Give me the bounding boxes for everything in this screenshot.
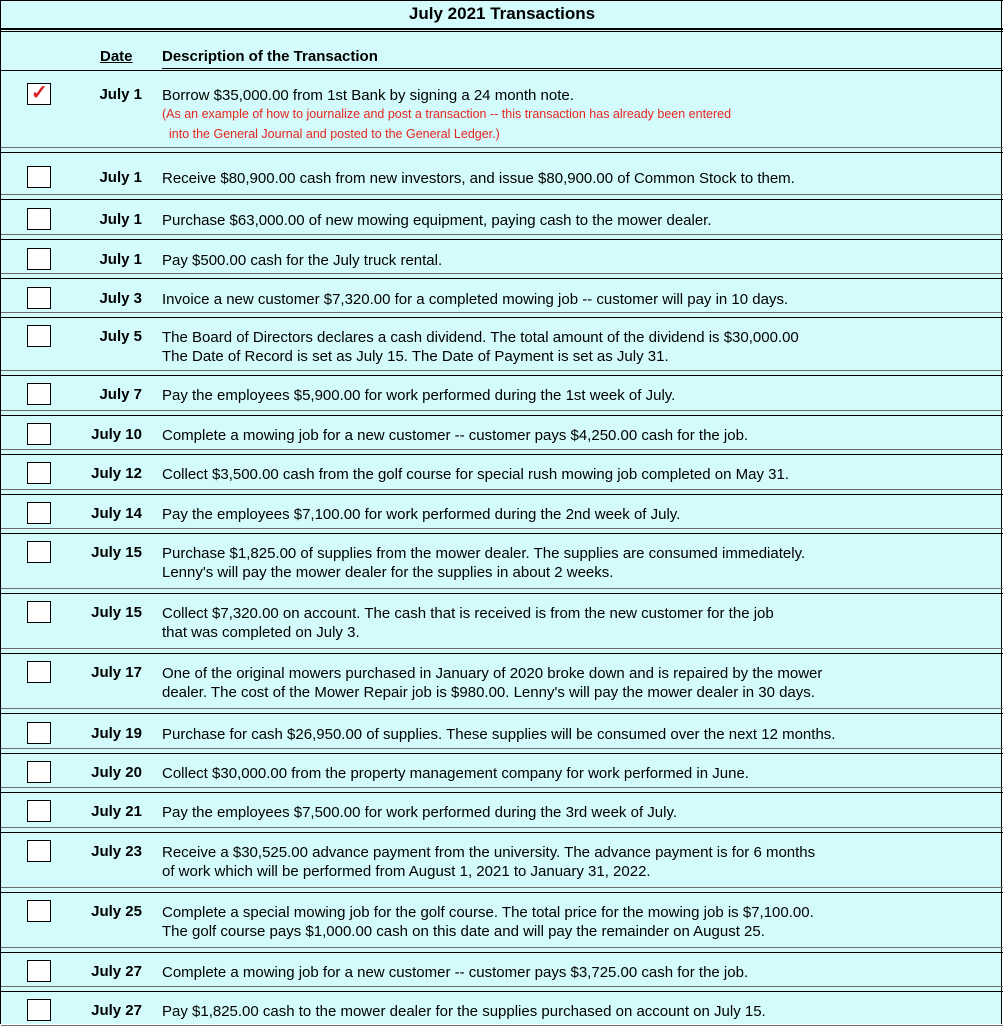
row-separator bbox=[1, 152, 1003, 153]
transaction-date: July 23 bbox=[91, 843, 142, 860]
header-underline bbox=[162, 68, 1002, 69]
row-separator bbox=[1, 239, 1003, 240]
transaction-date: July 25 bbox=[91, 903, 142, 920]
transaction-description: Complete a special mowing job for the golf course. The total price for the mowing job is $7,100.00. bbox=[162, 904, 814, 921]
example-note: into the General Journal and posted to the General Ledger.) bbox=[169, 127, 500, 141]
row-underline bbox=[1, 410, 1003, 411]
description-column-header: Description of the Transaction bbox=[162, 48, 378, 65]
example-note: (As an example of how to journalize and post a transaction -- this transaction has already been entered bbox=[162, 107, 732, 121]
transaction-date: July 27 bbox=[91, 1002, 142, 1019]
row-underline bbox=[1, 194, 1003, 195]
row-underline bbox=[1, 489, 1003, 490]
row-separator bbox=[1, 892, 1003, 893]
transaction-date: July 27 bbox=[91, 963, 142, 980]
transaction-description: Collect $30,000.00 from the property management company for work performed in June. bbox=[162, 765, 749, 782]
transaction-date: July 1 bbox=[99, 86, 142, 103]
row-separator bbox=[1, 832, 1003, 833]
row-separator bbox=[1, 653, 1003, 654]
transaction-date: July 15 bbox=[91, 604, 142, 621]
row-underline bbox=[1, 273, 1003, 274]
transaction-checkbox[interactable] bbox=[27, 423, 51, 445]
row-underline bbox=[1, 648, 1003, 649]
row-underline bbox=[1, 528, 1003, 529]
transaction-date: July 20 bbox=[91, 764, 142, 781]
row-underline bbox=[1, 748, 1003, 749]
date-column-header: Date bbox=[100, 48, 133, 65]
row-separator bbox=[1, 375, 1003, 376]
row-separator bbox=[1, 454, 1003, 455]
transaction-date: July 19 bbox=[91, 725, 142, 742]
transaction-description: The Date of Record is set as July 15. The Date of Payment is set as July 31. bbox=[162, 348, 669, 365]
row-separator bbox=[1, 792, 1003, 793]
transaction-checkbox[interactable] bbox=[27, 761, 51, 783]
transaction-checkbox[interactable] bbox=[27, 800, 51, 822]
transaction-description: Receive $80,900.00 cash from new investors, and issue $80,900.00 of Common Stock to them. bbox=[162, 170, 795, 187]
transaction-description: Invoice a new customer $7,320.00 for a completed mowing job -- customer will pay in 10 days. bbox=[162, 291, 789, 308]
transaction-date: July 21 bbox=[91, 803, 142, 820]
transaction-checkbox[interactable] bbox=[27, 383, 51, 405]
transaction-checkbox[interactable] bbox=[27, 900, 51, 922]
transaction-date: July 1 bbox=[99, 211, 142, 228]
checkmark-icon: ✓ bbox=[31, 82, 48, 104]
transaction-description: that was completed on July 3. bbox=[162, 624, 360, 641]
transaction-description: Purchase for cash $26,950.00 of supplies. These supplies will be consumed over the next 12 months. bbox=[162, 726, 836, 743]
transaction-description: Purchase $63,000.00 of new mowing equipment, paying cash to the mower dealer. bbox=[162, 212, 712, 229]
transaction-description: Pay the employees $5,900.00 for work performed during the 1st week of July. bbox=[162, 387, 676, 404]
row-separator bbox=[1, 991, 1003, 992]
transaction-checkbox[interactable] bbox=[27, 960, 51, 982]
transaction-checkbox[interactable] bbox=[27, 840, 51, 862]
transaction-checkbox[interactable] bbox=[27, 83, 51, 105]
transaction-checkbox[interactable] bbox=[27, 722, 51, 744]
row-underline bbox=[1, 887, 1003, 888]
transaction-date: July 17 bbox=[91, 664, 142, 681]
transaction-description: Lenny's will pay the mower dealer for the supplies in about 2 weeks. bbox=[162, 564, 614, 581]
transaction-checkbox[interactable] bbox=[27, 248, 51, 270]
transaction-description: Pay the employees $7,500.00 for work performed during the 3rd week of July. bbox=[162, 804, 678, 821]
transaction-description: dealer. The cost of the Mower Repair job is $980.00. Lenny's will pay the mower dealer in 30 days. bbox=[162, 684, 815, 701]
row-separator bbox=[1, 753, 1003, 754]
transaction-checkbox[interactable] bbox=[27, 208, 51, 230]
transaction-checkbox[interactable] bbox=[27, 166, 51, 188]
row-separator bbox=[1, 593, 1003, 594]
transaction-checkbox[interactable] bbox=[27, 661, 51, 683]
row-underline bbox=[1, 588, 1003, 589]
row-separator bbox=[1, 533, 1003, 534]
transaction-description: Purchase $1,825.00 of supplies from the mower dealer. The supplies are consumed immediately. bbox=[162, 545, 806, 562]
row-separator bbox=[1, 713, 1003, 714]
row-underline bbox=[1, 947, 1003, 948]
transaction-date: July 14 bbox=[91, 505, 142, 522]
row-underline bbox=[1, 449, 1003, 450]
row-separator bbox=[1, 278, 1003, 279]
transaction-description: One of the original mowers purchased in January of 2020 broke down and is repaired by the mower bbox=[162, 665, 823, 682]
transaction-description: Receive a $30,525.00 advance payment from the university. The advance payment is for 6 months bbox=[162, 844, 816, 861]
transaction-description: Complete a mowing job for a new customer -- customer pays $4,250.00 cash for the job. bbox=[162, 427, 749, 444]
transaction-description: Pay the employees $7,100.00 for work performed during the 2nd week of July. bbox=[162, 506, 681, 523]
transaction-date: July 5 bbox=[99, 328, 142, 345]
transaction-description: of work which will be performed from August 1, 2021 to January 31, 2022. bbox=[162, 863, 651, 880]
transaction-checkbox[interactable] bbox=[27, 287, 51, 309]
transaction-description: The golf course pays $1,000.00 cash on this date and will pay the remainder on August 25. bbox=[162, 923, 765, 940]
header-rule bbox=[1, 31, 1003, 32]
transaction-description: Borrow $35,000.00 from 1st Bank by signing a 24 month note. bbox=[162, 87, 574, 104]
transaction-checkbox[interactable] bbox=[27, 601, 51, 623]
transaction-date: July 7 bbox=[99, 386, 142, 403]
transaction-description: Pay $500.00 cash for the July truck rental. bbox=[162, 252, 443, 269]
row-separator bbox=[1, 952, 1003, 953]
transaction-description: Complete a mowing job for a new customer -- customer pays $3,725.00 cash for the job. bbox=[162, 964, 749, 981]
transaction-date: July 12 bbox=[91, 465, 142, 482]
transaction-description: Collect $7,320.00 on account. The cash that is received is from the new customer for the job bbox=[162, 605, 774, 622]
transaction-checkbox[interactable] bbox=[27, 541, 51, 563]
row-underline bbox=[1, 787, 1003, 788]
transaction-description: Pay $1,825.00 cash to the mower dealer for the supplies purchased on account on July 15. bbox=[162, 1003, 766, 1020]
transaction-date: July 15 bbox=[91, 544, 142, 561]
row-separator bbox=[1, 494, 1003, 495]
transaction-checkbox[interactable] bbox=[27, 462, 51, 484]
transaction-date: July 1 bbox=[99, 169, 142, 186]
transaction-date: July 1 bbox=[99, 251, 142, 268]
row-separator bbox=[1, 317, 1003, 318]
row-underline bbox=[1, 147, 1003, 148]
row-separator bbox=[1, 70, 1003, 71]
page-title: July 2021 Transactions bbox=[1, 0, 1003, 30]
transaction-date: July 10 bbox=[91, 426, 142, 443]
transaction-date: July 3 bbox=[99, 290, 142, 307]
row-separator bbox=[1, 415, 1003, 416]
transaction-description: Collect $3,500.00 cash from the golf course for special rush mowing job completed on May 31. bbox=[162, 466, 789, 483]
row-underline bbox=[1, 234, 1003, 235]
row-separator bbox=[1, 199, 1003, 200]
row-underline bbox=[1, 708, 1003, 709]
row-underline bbox=[1, 312, 1003, 313]
transaction-checkbox[interactable] bbox=[27, 999, 51, 1021]
row-underline bbox=[1, 986, 1003, 987]
row-underline bbox=[1, 370, 1003, 371]
transaction-description: The Board of Directors declares a cash dividend. The total amount of the dividend is $30,000.00 bbox=[162, 329, 799, 346]
transaction-checkbox[interactable] bbox=[27, 502, 51, 524]
row-underline bbox=[1, 827, 1003, 828]
transaction-checkbox[interactable] bbox=[27, 325, 51, 347]
